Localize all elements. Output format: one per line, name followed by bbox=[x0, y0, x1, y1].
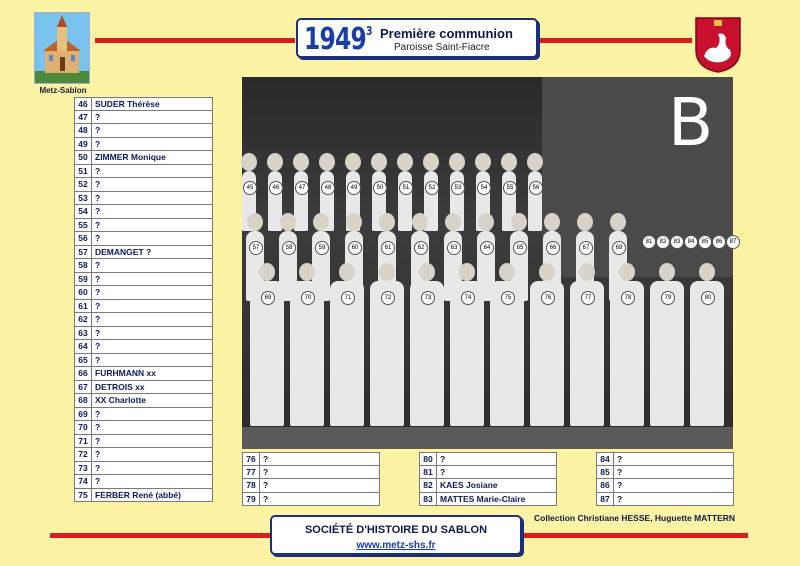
child-head bbox=[319, 153, 335, 171]
row-number: 52 bbox=[75, 178, 92, 191]
row-name: ? bbox=[95, 341, 101, 352]
child-number-label: 45 bbox=[243, 181, 257, 195]
child-head bbox=[379, 263, 395, 281]
child-number-label: 48 bbox=[321, 181, 335, 195]
footer-rule-left bbox=[50, 533, 270, 538]
child-head bbox=[397, 153, 413, 171]
row-number: 79 bbox=[243, 493, 260, 506]
row-name: ? bbox=[95, 273, 101, 284]
child-number-label: 62 bbox=[414, 241, 428, 255]
child-head bbox=[499, 263, 515, 281]
child-head bbox=[345, 153, 361, 171]
row-name: ZIMMER Monique bbox=[95, 152, 166, 163]
child-dress bbox=[398, 171, 412, 231]
table-row bbox=[74, 408, 213, 422]
table-row bbox=[419, 466, 557, 480]
row-number: 70 bbox=[75, 421, 92, 434]
table-row bbox=[74, 97, 213, 111]
child-number-label: 52 bbox=[425, 181, 439, 195]
table-row bbox=[74, 394, 213, 408]
table-row bbox=[74, 165, 213, 179]
row-number: 51 bbox=[75, 165, 92, 178]
row-name: ? bbox=[95, 462, 101, 473]
row-number: 68 bbox=[75, 394, 92, 407]
child-head bbox=[659, 263, 675, 281]
child-number-label: 82 bbox=[656, 235, 670, 249]
child-number-label: 63 bbox=[447, 241, 461, 255]
table-row bbox=[419, 452, 557, 466]
row-number: 63 bbox=[75, 327, 92, 340]
child-number-label: 69 bbox=[261, 291, 275, 305]
row-number: 83 bbox=[420, 493, 437, 506]
table-row bbox=[242, 493, 380, 507]
table-row bbox=[596, 452, 734, 466]
row-name: ? bbox=[617, 466, 623, 477]
table-row bbox=[74, 178, 213, 192]
row-number: 69 bbox=[75, 408, 92, 421]
table-row bbox=[74, 475, 213, 489]
row-name: ? bbox=[95, 314, 101, 325]
row-name: ? bbox=[95, 138, 101, 149]
child-head bbox=[241, 153, 257, 171]
row-number: 77 bbox=[243, 466, 260, 479]
child-number-label: 58 bbox=[282, 241, 296, 255]
row-name: ? bbox=[95, 125, 101, 136]
row-name: KAES Josiane bbox=[440, 480, 498, 491]
names-table-left bbox=[74, 97, 213, 502]
child-head bbox=[459, 263, 475, 281]
table-row bbox=[74, 286, 213, 300]
child-number-label: 53 bbox=[451, 181, 465, 195]
row-name: ? bbox=[95, 408, 101, 419]
child-number-label: 75 bbox=[501, 291, 515, 305]
child-head bbox=[511, 213, 527, 231]
row-name: ? bbox=[263, 480, 269, 491]
child-number-label: 51 bbox=[399, 181, 413, 195]
table-row bbox=[74, 340, 213, 354]
child-head bbox=[449, 153, 465, 171]
child-number-label: 50 bbox=[373, 181, 387, 195]
child-head bbox=[267, 153, 283, 171]
child-number-label: 79 bbox=[661, 291, 675, 305]
table-row bbox=[74, 354, 213, 368]
child-head bbox=[371, 153, 387, 171]
names-table-bottom-3 bbox=[596, 452, 734, 506]
society-link[interactable]: www.metz-shs.fr bbox=[356, 540, 436, 551]
child-number-label: 56 bbox=[529, 181, 543, 195]
logo-caption: Metz-Sablon bbox=[39, 86, 87, 95]
child-dress bbox=[528, 171, 542, 231]
row-number: 76 bbox=[243, 453, 260, 465]
row-name: MATTES Marie-Claire bbox=[440, 493, 526, 504]
child-number-label: 68 bbox=[612, 241, 626, 255]
row-number: 74 bbox=[75, 475, 92, 488]
row-number: 46 bbox=[75, 98, 92, 110]
row-name: ? bbox=[95, 179, 101, 190]
child-head bbox=[412, 213, 428, 231]
row-number: 81 bbox=[420, 466, 437, 479]
child-number-label: 57 bbox=[249, 241, 263, 255]
names-table-bottom-1 bbox=[242, 452, 380, 506]
child-head bbox=[445, 213, 461, 231]
child-head bbox=[293, 153, 309, 171]
row-name: SUDER Thérèse bbox=[95, 98, 160, 109]
footer-box bbox=[270, 515, 522, 555]
row-name: ? bbox=[95, 476, 101, 487]
table-row bbox=[74, 421, 213, 435]
table-row bbox=[74, 489, 213, 503]
child-number-label: 74 bbox=[461, 291, 475, 305]
table-row bbox=[74, 381, 213, 395]
child-head bbox=[577, 213, 593, 231]
row-number: 85 bbox=[597, 466, 614, 479]
child-number-label: 66 bbox=[546, 241, 560, 255]
table-row bbox=[74, 259, 213, 273]
child-number-label: 78 bbox=[621, 291, 635, 305]
row-number: 72 bbox=[75, 448, 92, 461]
child-head bbox=[610, 213, 626, 231]
child-number-label: 67 bbox=[579, 241, 593, 255]
child-number-label: 85 bbox=[698, 235, 712, 249]
page-title: Première communion bbox=[380, 26, 513, 41]
row-number: 86 bbox=[597, 479, 614, 492]
row-name: ? bbox=[95, 165, 101, 176]
table-row bbox=[74, 273, 213, 287]
row-number: 80 bbox=[420, 453, 437, 465]
child-number-label: 83 bbox=[670, 235, 684, 249]
row-name: ? bbox=[95, 422, 101, 433]
row-number: 66 bbox=[75, 367, 92, 380]
child-number-label: 54 bbox=[477, 181, 491, 195]
row-name: ? bbox=[95, 192, 101, 203]
table-row bbox=[74, 111, 213, 125]
photo-stairs bbox=[242, 427, 733, 449]
table-row bbox=[419, 493, 557, 507]
row-number: 57 bbox=[75, 246, 92, 259]
table-row bbox=[74, 232, 213, 246]
photo-letter: B bbox=[668, 84, 714, 161]
child-number-label: 55 bbox=[503, 181, 517, 195]
child-head bbox=[339, 263, 355, 281]
table-row bbox=[74, 219, 213, 233]
child-head bbox=[699, 263, 715, 281]
row-name: ? bbox=[617, 453, 623, 464]
group-photo bbox=[242, 77, 737, 449]
row-number: 82 bbox=[420, 479, 437, 492]
row-name: ? bbox=[95, 206, 101, 217]
coat-of-arms bbox=[694, 16, 742, 74]
table-row bbox=[74, 138, 213, 152]
row-number: 56 bbox=[75, 232, 92, 245]
row-number: 60 bbox=[75, 286, 92, 299]
society-name: SOCIÉTÉ D'HISTOIRE DU SABLON bbox=[304, 524, 488, 536]
row-name: ? bbox=[617, 493, 623, 504]
row-name: ? bbox=[263, 493, 269, 504]
row-number: 48 bbox=[75, 124, 92, 137]
page-subtitle: Paroisse Saint-Fiacre bbox=[394, 42, 490, 53]
child-head bbox=[379, 213, 395, 231]
child-number-label: 73 bbox=[421, 291, 435, 305]
table-row bbox=[74, 313, 213, 327]
child-number-label: 65 bbox=[513, 241, 527, 255]
row-number: 61 bbox=[75, 300, 92, 313]
header-rule-right bbox=[540, 38, 692, 43]
child-head bbox=[478, 213, 494, 231]
names-table-bottom-2 bbox=[419, 452, 557, 506]
child-number-label: 46 bbox=[269, 181, 283, 195]
row-name: XX Charlotte bbox=[95, 395, 147, 406]
child-head bbox=[247, 213, 263, 231]
child-head bbox=[419, 263, 435, 281]
child-head bbox=[539, 263, 555, 281]
row-number: 53 bbox=[75, 192, 92, 205]
table-row bbox=[74, 367, 213, 381]
row-number: 78 bbox=[243, 479, 260, 492]
row-name: ? bbox=[95, 219, 101, 230]
footer-rule-right bbox=[524, 533, 748, 538]
child-number-label: 76 bbox=[541, 291, 555, 305]
child-number-label: 60 bbox=[348, 241, 362, 255]
row-name: ? bbox=[263, 453, 269, 464]
collection-credit: Collection Christiane HESSE, Huguette MATTERN bbox=[534, 513, 736, 523]
child-head bbox=[579, 263, 595, 281]
table-row bbox=[242, 466, 380, 480]
child-number-label: 84 bbox=[684, 235, 698, 249]
child-number-label: 72 bbox=[381, 291, 395, 305]
row-number: 73 bbox=[75, 462, 92, 475]
table-row bbox=[242, 479, 380, 493]
table-row bbox=[74, 151, 213, 165]
table-row bbox=[74, 327, 213, 341]
table-row bbox=[74, 300, 213, 314]
row-number: 84 bbox=[597, 453, 614, 465]
row-number: 50 bbox=[75, 151, 92, 164]
row-number: 71 bbox=[75, 435, 92, 448]
title-box bbox=[296, 18, 538, 58]
table-row bbox=[596, 493, 734, 507]
row-name: ? bbox=[95, 233, 101, 244]
row-number: 62 bbox=[75, 313, 92, 326]
table-row bbox=[596, 479, 734, 493]
row-number: 54 bbox=[75, 205, 92, 218]
table-row bbox=[74, 124, 213, 138]
table-row bbox=[74, 462, 213, 476]
row-name: ? bbox=[95, 260, 101, 271]
child-head bbox=[259, 263, 275, 281]
child-number-label: 81 bbox=[642, 235, 656, 249]
table-row bbox=[419, 479, 557, 493]
row-name: ? bbox=[263, 466, 269, 477]
row-number: 87 bbox=[597, 493, 614, 506]
row-name: ? bbox=[95, 354, 101, 365]
year-label: 1949$^3$ bbox=[304, 22, 372, 57]
header-rule-left bbox=[95, 38, 295, 43]
child-number-label: 86 bbox=[712, 235, 726, 249]
child-dress bbox=[294, 171, 308, 231]
row-number: 58 bbox=[75, 259, 92, 272]
row-name: FURHMANN xx bbox=[95, 368, 156, 379]
child-number-label: 61 bbox=[381, 241, 395, 255]
child-head bbox=[346, 213, 362, 231]
row-number: 55 bbox=[75, 219, 92, 232]
child-head bbox=[619, 263, 635, 281]
table-row bbox=[74, 246, 213, 260]
row-number: 65 bbox=[75, 354, 92, 367]
child-number-label: 71 bbox=[341, 291, 355, 305]
row-number: 75 bbox=[75, 489, 92, 502]
child-head bbox=[475, 153, 491, 171]
row-name: ? bbox=[95, 287, 101, 298]
child-number-label: 80 bbox=[701, 291, 715, 305]
row-name: DETROIS xx bbox=[95, 381, 145, 392]
row-name: ? bbox=[95, 300, 101, 311]
row-name: ? bbox=[95, 111, 101, 122]
child-head bbox=[280, 213, 296, 231]
row-number: 67 bbox=[75, 381, 92, 394]
table-row bbox=[242, 452, 380, 466]
row-number: 64 bbox=[75, 340, 92, 353]
table-row bbox=[596, 466, 734, 480]
child-head bbox=[313, 213, 329, 231]
row-name: ? bbox=[440, 466, 446, 477]
child-head bbox=[544, 213, 560, 231]
child-head bbox=[423, 153, 439, 171]
row-number: 59 bbox=[75, 273, 92, 286]
row-name: DEMANGET ? bbox=[95, 246, 152, 257]
child-number-label: 64 bbox=[480, 241, 494, 255]
child-number-label: 49 bbox=[347, 181, 361, 195]
row-name: ? bbox=[95, 327, 101, 338]
table-row bbox=[74, 205, 213, 219]
row-name: ? bbox=[95, 449, 101, 460]
row-name: ? bbox=[617, 480, 623, 491]
row-name: ? bbox=[95, 435, 101, 446]
row-number: 47 bbox=[75, 111, 92, 124]
table-row bbox=[74, 192, 213, 206]
child-number-label: 70 bbox=[301, 291, 315, 305]
table-row bbox=[74, 448, 213, 462]
row-number: 49 bbox=[75, 138, 92, 151]
row-name: ? bbox=[440, 453, 446, 464]
child-number-label: 77 bbox=[581, 291, 595, 305]
child-head bbox=[299, 263, 315, 281]
table-row bbox=[74, 435, 213, 449]
church-logo bbox=[34, 12, 90, 84]
child-head bbox=[527, 153, 543, 171]
child-number-label: 87 bbox=[726, 235, 740, 249]
row-name: FERBER René (abbé) bbox=[95, 489, 181, 500]
child-number-label: 59 bbox=[315, 241, 329, 255]
child-number-label: 47 bbox=[295, 181, 309, 195]
child-head bbox=[501, 153, 517, 171]
